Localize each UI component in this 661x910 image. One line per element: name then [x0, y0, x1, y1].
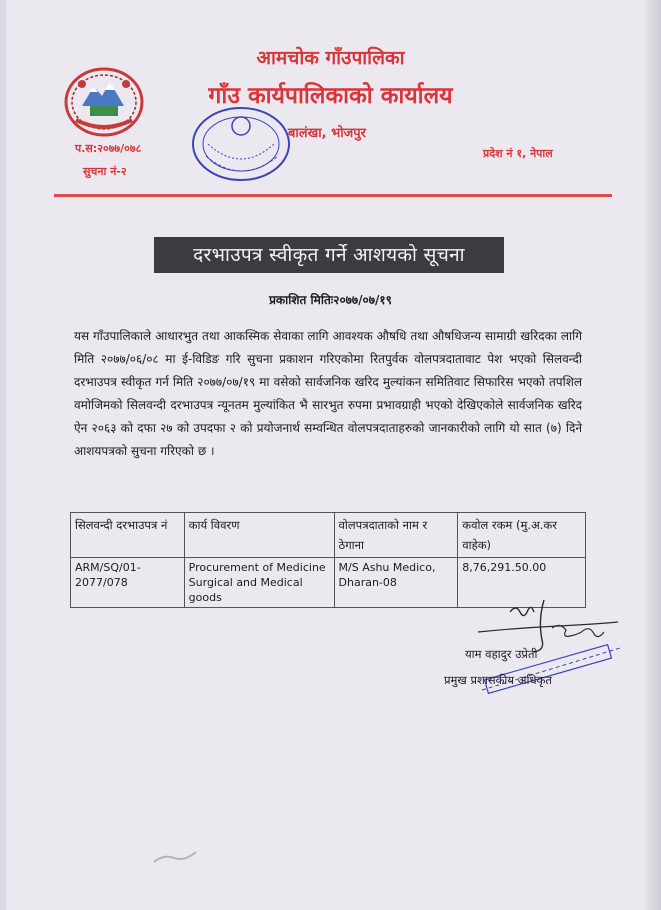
page-edge-left: [0, 0, 6, 910]
table-header-cell: सिलवन्दी दरभाउपत्र नं: [71, 513, 185, 558]
table-cell: Procurement of Medicine Surgical and Medical goods: [184, 558, 334, 608]
published-date: प्रकाशित मितिः२०७७/०७/१९: [269, 293, 392, 307]
notice-body: यस गाँउपालिकाले आधारभुत तथा आकस्मिक सेवाका लागि आवश्यक औषधि तथा औषधिजन्य सामाग्री खरिदका लागि मिति २०७७/०६/०८ मा ई-विडिङ गरि सुचना प्रकाशन गरिएकोमा रितपुर्वक वोलपत्रदातावाट पेश भएको सिलवन्दी दरभाउपत्र स्वीकृत गर्न मिति २०७७/०७/१९ मा वसेको सार्वजनिक खरिद मुल्यांकन समितिवाट सिफारिस भएको तपशिल वमोजिमको सिलवन्दी दरभाउपत्र न्यूनतम मुल्यांकित भै सारभुत रुपमा प्रभावग्राही भएको देखिएकोले सार्वजनिक खरिद ऐन २०६३ को दफा २७ को उपदफा २ को प्रयोजनार्थ सम्वन्धित वोलपत्रदाताहरुको जानकारीको लागि यो सात (७) दिने आशयपत्रको सुचना गरिएको छ ।: [74, 329, 582, 458]
scan-smudge: [150, 848, 200, 868]
notice-number: सुचना नं-२: [83, 165, 127, 178]
table-cell: ARM/SQ/01-2077/078: [71, 558, 185, 608]
table-header-row: [71, 513, 586, 558]
notice-title: दरभाउपत्र स्वीकृत गर्ने आशयको सूचना: [154, 237, 504, 273]
office-seal-stamp-icon: [186, 104, 296, 184]
table-cell: 8,76,291.50.00: [458, 558, 586, 608]
office-name: गाँउ कार्यपालिकाको कार्यालय: [208, 83, 453, 109]
page-edge-right: [645, 0, 661, 910]
signatory-name: याम वहादुर उप्रेती: [465, 647, 538, 661]
table-header-cell: वोलपत्रदाताको नाम र ठेगाना: [334, 513, 458, 558]
office-address: बालंखा, भोजपुर: [288, 126, 366, 141]
table-header-cell: कवोल रकम (मु.अ.कर वाहेक): [458, 513, 586, 558]
tender-table: [70, 512, 586, 608]
province-label: प्रदेश नं १, नेपाल: [483, 147, 553, 160]
reference-number: प.स:२०७७/०७८: [75, 142, 142, 155]
municipality-name: आमचोक गाँउपालिका: [256, 47, 405, 69]
signatory-title: प्रमुख प्रशासकीय अधिकृत: [444, 673, 552, 687]
header-divider: [54, 194, 612, 197]
table-header-cell: कार्य विवरण: [184, 513, 334, 558]
table-cell: M/S Ashu Medico, Dharan-08: [334, 558, 458, 608]
